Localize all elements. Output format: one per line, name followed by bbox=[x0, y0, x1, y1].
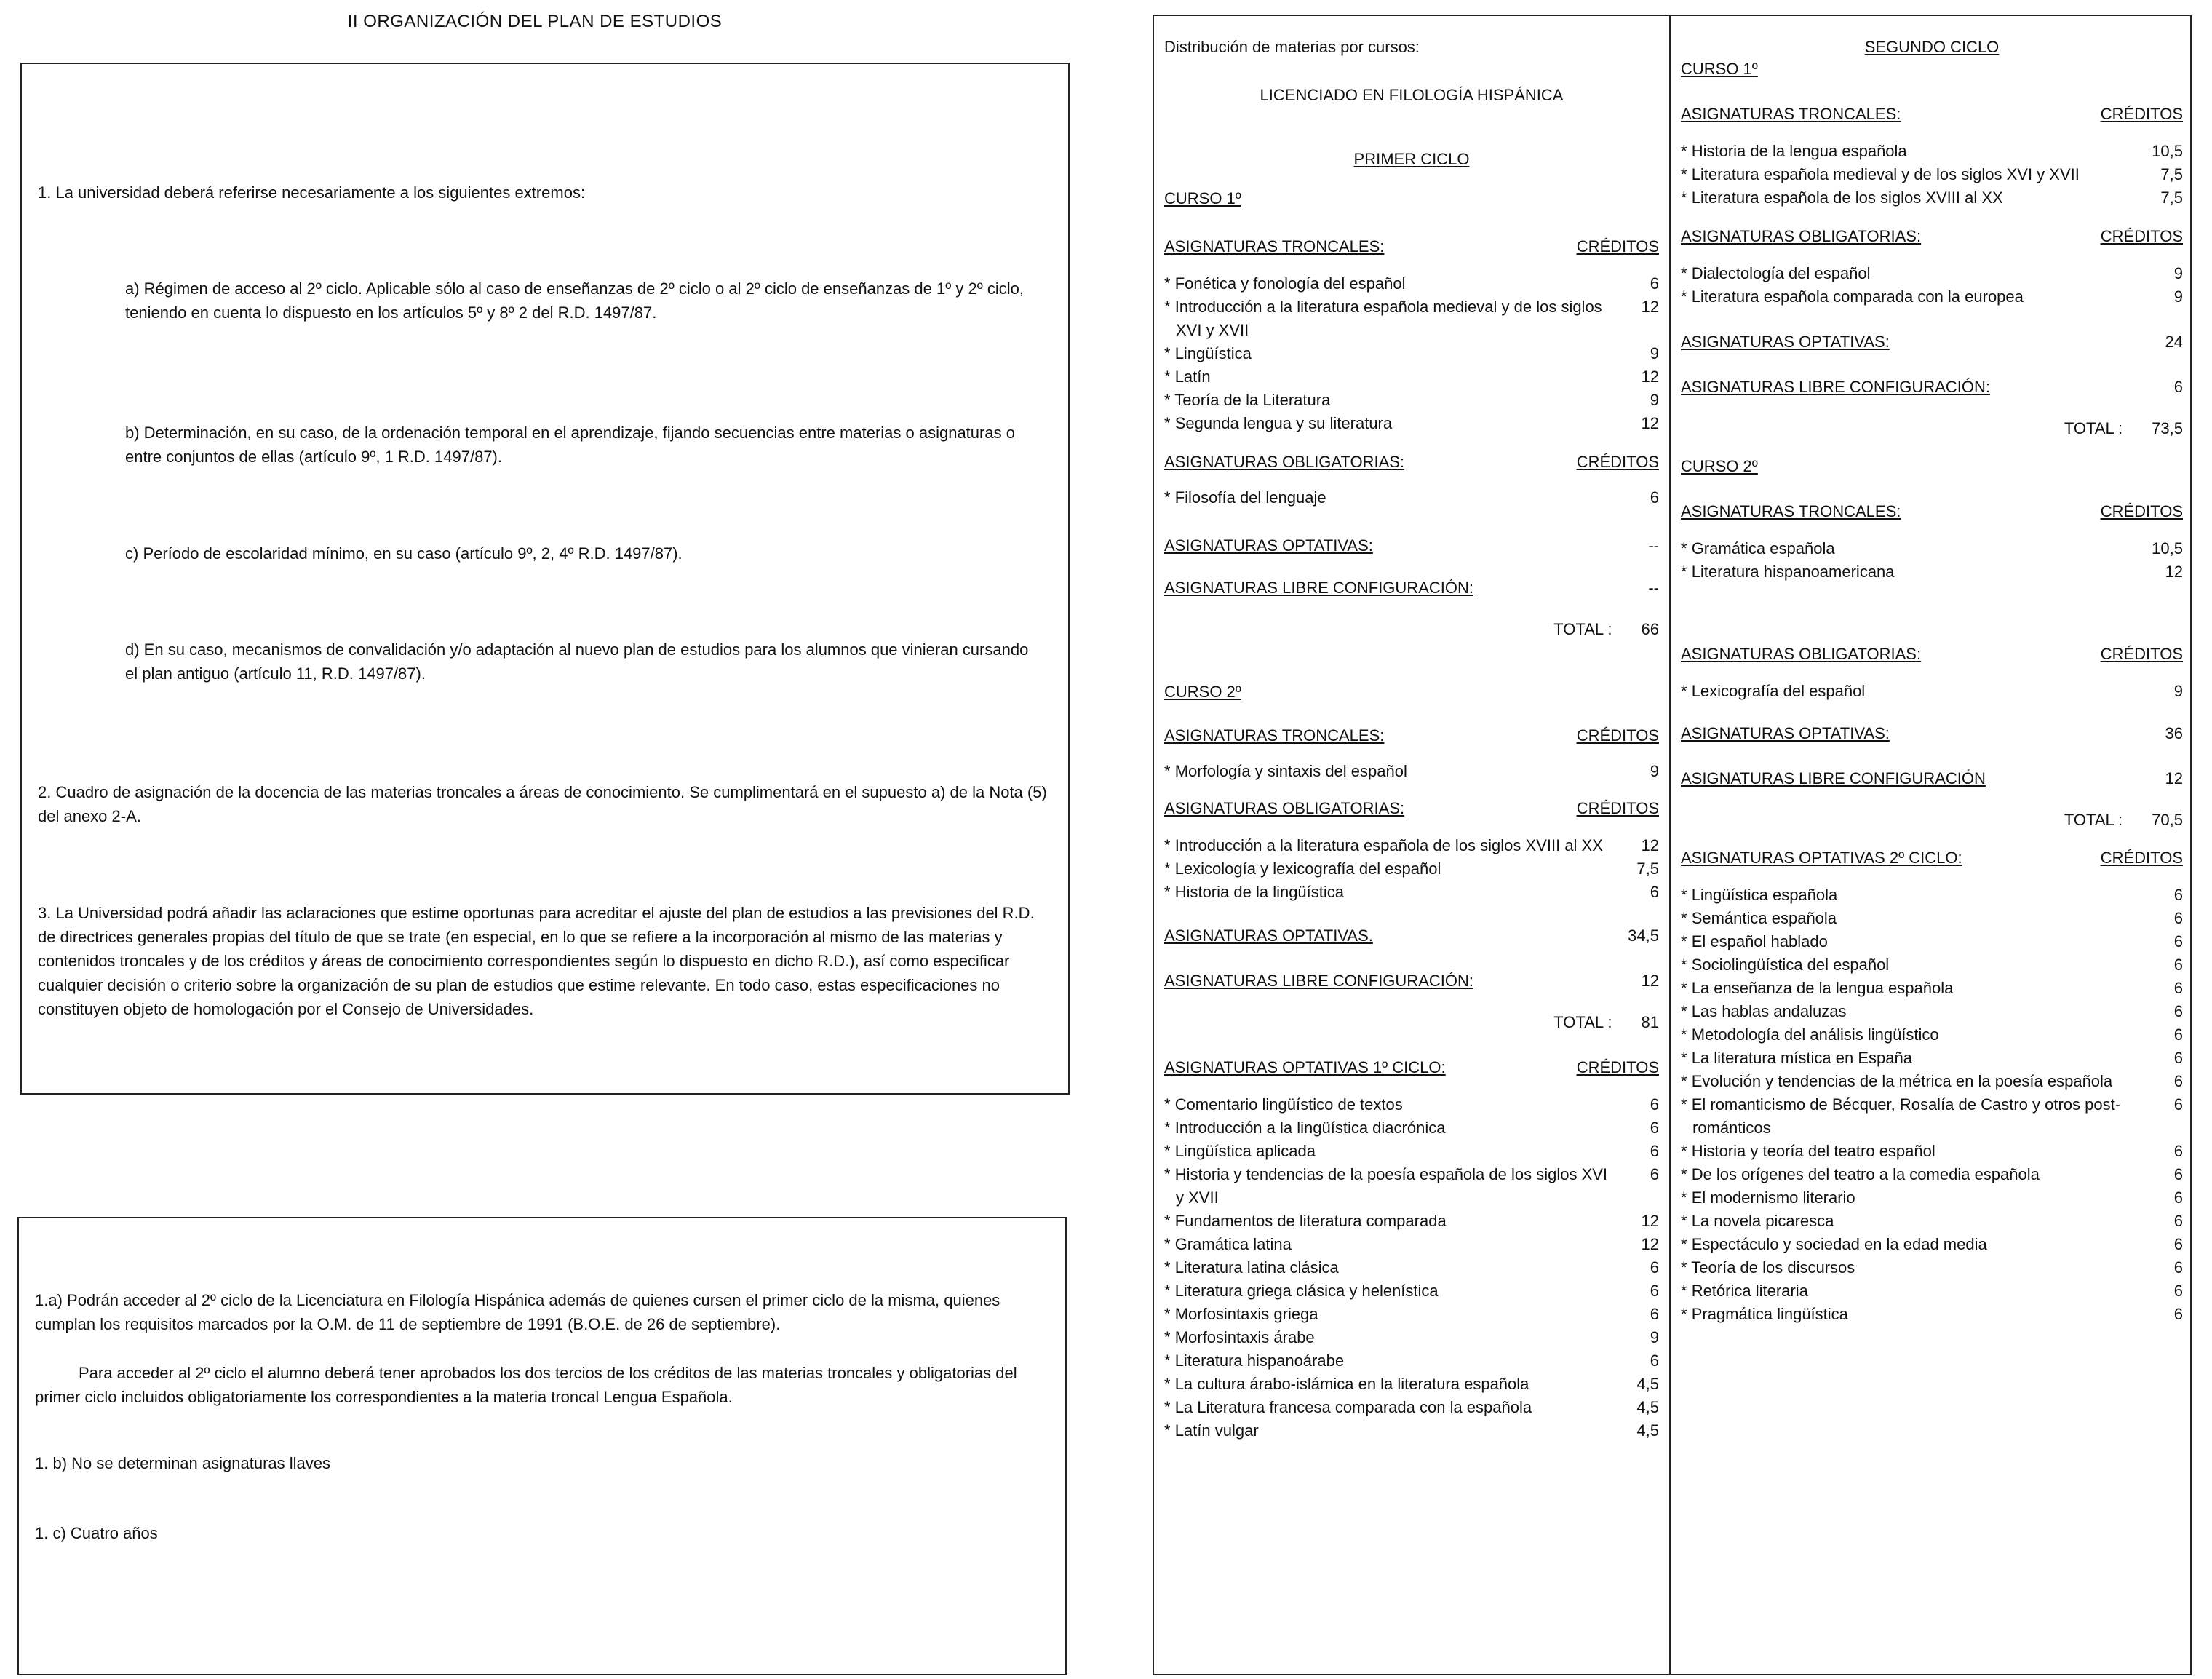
paragraph-b: b) Determinación, en su caso, de la ordenación temporal en el aprendizaje, fijando secuencias entre materias o asignaturas o entre conjuntos de ellas (artículo 9º, 1 R.D. 1497/87). bbox=[125, 424, 1015, 466]
subject-credits: 6 bbox=[1650, 883, 1659, 901]
paragraph-2: 2. Cuadro de asignación de la docencia de las materias troncales a áreas de conocimiento. Se cumplimentará en el supuesto a) de la Nota (5) del anexo 2-A. bbox=[38, 783, 1047, 825]
subject-name: * Morfosintaxis árabe bbox=[1164, 1326, 1315, 1349]
subject-name: * Lingüística aplicada bbox=[1164, 1140, 1316, 1163]
subject-credits: 7,5 bbox=[2160, 165, 2183, 183]
c2-course-1-troncales-list bbox=[1681, 140, 2183, 210]
subject-name: * Teoría de la Literatura bbox=[1164, 389, 1330, 412]
subject-credits: 10,5 bbox=[2152, 539, 2183, 557]
subject-credits: 7,5 bbox=[1636, 860, 1659, 878]
first-cycle-column bbox=[1164, 38, 1659, 1442]
c2-troncales-header-2: ASIGNATURAS TRONCALES: CRÉDITOS bbox=[1681, 502, 2183, 520]
subject-credits: 6 bbox=[2173, 1072, 2183, 1090]
subject-row bbox=[1164, 412, 1659, 435]
subject-credits: 6 bbox=[2173, 1165, 2183, 1183]
subject-row bbox=[1164, 1373, 1659, 1396]
subject-row bbox=[1681, 1047, 2183, 1070]
subject-credits: 6 bbox=[2173, 1025, 2183, 1044]
subject-row bbox=[1681, 140, 2183, 163]
subject-credits: 6 bbox=[2173, 1095, 2183, 1114]
subject-row bbox=[1164, 1093, 1659, 1116]
paragraph-3: 3. La Universidad podrá añadir las aclaraciones que estime oportunas para acreditar el ajuste del plan de estudios a las previsiones del R.D. de directrices generales propias del título de que se trate (en especial, en lo que se refiere a la incorporación al mismo de las materias y contenidos troncales y de los créditos y áreas de conocimiento correspondientes según lo dispuesto en dicho R.D.), así como especificar cualquier decisión o criterio sobre la organización de su plan de estudios que estime relevante. En todo caso, estas especificaciones no constituyen objeto de homologación por el Consejo de Universidades. bbox=[38, 904, 1035, 1018]
subject-row bbox=[1164, 1279, 1659, 1303]
subject-row bbox=[1681, 560, 2183, 584]
c2-libre-row-2: ASIGNATURAS LIBRE CONFIGURACIÓN 12 bbox=[1681, 769, 2183, 787]
optativas-1-ciclo-header: ASIGNATURAS OPTATIVAS 1º CICLO: CRÉDITOS bbox=[1164, 1058, 1659, 1076]
subject-name: * Comentario lingüístico de textos bbox=[1164, 1093, 1403, 1116]
subject-credits: 6 bbox=[2173, 956, 2183, 974]
subject-credits: 12 bbox=[2165, 563, 2183, 581]
c2-optativas-row-2: ASIGNATURAS OPTATIVAS: 36 bbox=[1681, 724, 2183, 742]
subject-name: * Morfosintaxis griega bbox=[1164, 1303, 1318, 1326]
subject-name: * Lingüística bbox=[1164, 342, 1252, 365]
course-2-total: TOTAL : 81 bbox=[1553, 1013, 1659, 1031]
course-2-troncales-list bbox=[1164, 760, 1659, 783]
subject-credits: 9 bbox=[1650, 762, 1659, 780]
subject-credits: 9 bbox=[2173, 287, 2183, 306]
subject-row bbox=[1681, 930, 2183, 953]
answer-1c: 1. c) Cuatro años bbox=[35, 1524, 158, 1542]
subject-row bbox=[1164, 1210, 1659, 1233]
c2-obligatorias-header: ASIGNATURAS OBLIGATORIAS: CRÉDITOS bbox=[1681, 227, 2183, 245]
c2-course-1-obligatorias-list bbox=[1681, 262, 2183, 309]
subject-row bbox=[1164, 881, 1659, 904]
subject-name: * Introducción a la literatura española medieval y de los siglos XVI y XVII bbox=[1164, 295, 1612, 342]
subject-name: * Morfología y sintaxis del español bbox=[1164, 760, 1407, 783]
subject-credits: 12 bbox=[1641, 836, 1659, 854]
answer-1a-cont: Para acceder al 2º ciclo el alumno deberá tener aprobados los dos tercios de los créditos de las materias troncales y obligatorias del primer ciclo incluidos obligatoriamente los correspondientes a la materia troncal Lengua Española. bbox=[35, 1364, 1017, 1406]
subject-credits: 12 bbox=[1641, 368, 1659, 386]
subject-credits: 6 bbox=[1650, 1258, 1659, 1277]
subject-credits: 10,5 bbox=[2152, 142, 2183, 160]
subject-name: * El romanticismo de Bécquer, Rosalía de Castro y otros post-románticos bbox=[1681, 1093, 2129, 1140]
subject-row bbox=[1164, 1163, 1659, 1210]
subject-name: * Pragmática lingüística bbox=[1681, 1303, 1848, 1326]
subject-name: * Las hablas andaluzas bbox=[1681, 1000, 1847, 1023]
c2-optativas-row: ASIGNATURAS OPTATIVAS: 24 bbox=[1681, 333, 2183, 351]
subject-credits: 9 bbox=[1650, 391, 1659, 409]
subject-name: * Dialectología del español bbox=[1681, 262, 1871, 285]
subject-name: * Historia de la lingüística bbox=[1164, 881, 1344, 904]
subject-name: * Sociolingüística del español bbox=[1681, 953, 1889, 977]
libre-row-2: ASIGNATURAS LIBRE CONFIGURACIÓN: 12 bbox=[1164, 972, 1659, 990]
subject-row bbox=[1164, 857, 1659, 881]
subject-name: * Literatura hispanoárabe bbox=[1164, 1349, 1344, 1373]
course-1-total: TOTAL : 66 bbox=[1553, 620, 1659, 638]
subject-name: * Introducción a la lingüística diacrónica bbox=[1164, 1116, 1445, 1140]
subject-name: * Literatura hispanoamericana bbox=[1681, 560, 1895, 584]
paragraph-c: c) Período de escolaridad mínimo, en su caso (artículo 9º, 2, 4º R.D. 1497/87). bbox=[125, 544, 683, 563]
subject-credits: 6 bbox=[2173, 1212, 2183, 1230]
subject-row bbox=[1164, 1116, 1659, 1140]
answer-1b: 1. b) No se determinan asignaturas llaves bbox=[35, 1454, 330, 1472]
answer-1a: 1.a) Podrán acceder al 2º ciclo de la Licenciatura en Filología Hispánica además de quienes cursen el primer ciclo de la misma, quienes cumplan los requisitos marcados por la O.M. de 11 de septiembre de 1991 (B.O.E. de 26 de septiembre). bbox=[35, 1291, 1000, 1333]
subject-row bbox=[1681, 1093, 2183, 1140]
subject-name: * Literatura española medieval y de los siglos XVI y XVII bbox=[1681, 163, 2080, 186]
libre-row: ASIGNATURAS LIBRE CONFIGURACIÓN: -- bbox=[1164, 579, 1659, 597]
cycle-2-title: SEGUNDO CICLO bbox=[1864, 38, 2000, 56]
subject-credits: 12 bbox=[1641, 298, 1659, 316]
subject-row bbox=[1164, 1419, 1659, 1442]
subject-name: * Latín vulgar bbox=[1164, 1419, 1259, 1442]
subject-row bbox=[1164, 1396, 1659, 1419]
subject-name: * Metodología del análisis lingüístico bbox=[1681, 1023, 1939, 1047]
subject-row bbox=[1681, 1186, 2183, 1210]
subject-row bbox=[1164, 1303, 1659, 1326]
subject-credits: 4,5 bbox=[1636, 1375, 1659, 1393]
subject-name: * Literatura latina clásica bbox=[1164, 1256, 1339, 1279]
course-2-obligatorias-list bbox=[1164, 834, 1659, 904]
subject-credits: 12 bbox=[1641, 414, 1659, 432]
paragraph-1: 1. La universidad deberá referirse necesariamente a los siguientes extremos: bbox=[38, 183, 586, 202]
subject-name: * De los orígenes del teatro a la comedia española bbox=[1681, 1163, 2040, 1186]
subject-credits: 9 bbox=[1650, 344, 1659, 362]
subject-credits: 6 bbox=[1650, 488, 1659, 507]
cycle-2-course-1-heading: CURSO 1º bbox=[1681, 60, 1758, 78]
subject-credits: 12 bbox=[1641, 1235, 1659, 1253]
subject-row bbox=[1164, 760, 1659, 783]
subject-row bbox=[1164, 1256, 1659, 1279]
subject-credits: 6 bbox=[2173, 1049, 2183, 1067]
obligatorias-header-2: ASIGNATURAS OBLIGATORIAS: CRÉDITOS bbox=[1164, 799, 1659, 817]
subject-row bbox=[1681, 262, 2183, 285]
subject-credits: 6 bbox=[2173, 1282, 2183, 1300]
subject-name: * Lexicología y lexicografía del español bbox=[1164, 857, 1441, 881]
subject-name: * Historia de la lengua española bbox=[1681, 140, 1907, 163]
c2-course-1-total: TOTAL : 73,5 bbox=[2064, 419, 2183, 437]
course-1-heading: CURSO 1º bbox=[1164, 189, 1241, 207]
subject-name: * Historia y tendencias de la poesía española de los siglos XVI y XVII bbox=[1164, 1163, 1612, 1210]
subject-row bbox=[1681, 1303, 2183, 1326]
subject-row bbox=[1681, 1023, 2183, 1047]
course-2-heading: CURSO 2º bbox=[1164, 683, 1241, 701]
subject-credits: 6 bbox=[2173, 979, 2183, 997]
subject-credits: 6 bbox=[1650, 1165, 1659, 1183]
subject-name: * Fonética y fonología del español bbox=[1164, 272, 1405, 295]
subject-name: * Historia y teoría del teatro español bbox=[1681, 1140, 1936, 1163]
subject-row bbox=[1681, 1279, 2183, 1303]
subject-row bbox=[1681, 1140, 2183, 1163]
subject-name: * Evolución y tendencias de la métrica en la poesía española bbox=[1681, 1070, 2112, 1093]
answers-box bbox=[17, 1217, 1067, 1675]
subject-row bbox=[1164, 834, 1659, 857]
subject-name: * Semántica española bbox=[1681, 907, 1837, 930]
c2-troncales-header: ASIGNATURAS TRONCALES: CRÉDITOS bbox=[1681, 105, 2183, 123]
subject-credits: 9 bbox=[1650, 1328, 1659, 1346]
subject-credits: 6 bbox=[1650, 1351, 1659, 1370]
subject-credits: 12 bbox=[1641, 1212, 1659, 1230]
subject-credits: 4,5 bbox=[1636, 1398, 1659, 1416]
optativas-1-ciclo-list bbox=[1164, 1093, 1659, 1442]
subject-credits: 6 bbox=[1650, 1119, 1659, 1137]
subject-credits: 9 bbox=[2173, 264, 2183, 282]
subject-row bbox=[1164, 1140, 1659, 1163]
page-title: II ORGANIZACIÓN DEL PLAN DE ESTUDIOS bbox=[347, 12, 723, 31]
subject-name: * La enseñanza de la lengua española bbox=[1681, 977, 1953, 1000]
subject-credits: 6 bbox=[1650, 1095, 1659, 1114]
cycle-title: PRIMER CICLO bbox=[1353, 150, 1470, 168]
subject-row bbox=[1681, 163, 2183, 186]
subject-row bbox=[1164, 1326, 1659, 1349]
subject-name: * Introducción a la literatura española de los siglos XVIII al XX bbox=[1164, 834, 1603, 857]
c2-course-2-obligatorias-list bbox=[1681, 680, 2183, 703]
subject-name: * Fundamentos de literatura comparada bbox=[1164, 1210, 1447, 1233]
second-cycle-column bbox=[1681, 38, 2183, 1326]
troncales-header-2: ASIGNATURAS TRONCALES: CRÉDITOS bbox=[1164, 726, 1659, 745]
subject-row bbox=[1164, 389, 1659, 412]
obligatorias-header: ASIGNATURAS OBLIGATORIAS: CRÉDITOS bbox=[1164, 453, 1659, 471]
subject-name: * El español hablado bbox=[1681, 930, 1828, 953]
subject-row bbox=[1681, 1256, 2183, 1279]
subject-credits: 6 bbox=[2173, 1305, 2183, 1323]
subject-name: * Retórica literaria bbox=[1681, 1279, 1808, 1303]
subject-row bbox=[1681, 285, 2183, 309]
subject-credits: 6 bbox=[2173, 886, 2183, 904]
course-1-troncales-list bbox=[1164, 272, 1659, 435]
column-divider bbox=[1669, 15, 1671, 1675]
subject-credits: 6 bbox=[1650, 1142, 1659, 1160]
optativas-row-2: ASIGNATURAS OPTATIVAS. 34,5 bbox=[1164, 926, 1659, 945]
subject-row bbox=[1681, 1163, 2183, 1186]
subject-row bbox=[1681, 186, 2183, 210]
subject-credits: 9 bbox=[2173, 682, 2183, 700]
subject-row bbox=[1164, 272, 1659, 295]
subject-name: * Lingüística española bbox=[1681, 884, 1837, 907]
c2-libre-row: ASIGNATURAS LIBRE CONFIGURACIÓN: 6 bbox=[1681, 378, 2183, 396]
subject-name: * La Literatura francesa comparada con la española bbox=[1164, 1396, 1532, 1419]
subject-credits: 6 bbox=[2173, 1235, 2183, 1253]
subject-row bbox=[1681, 907, 2183, 930]
subject-credits: 7,5 bbox=[2160, 188, 2183, 207]
subject-row bbox=[1164, 486, 1659, 509]
subject-credits: 4,5 bbox=[1636, 1421, 1659, 1440]
subject-name: * La novela picaresca bbox=[1681, 1210, 1834, 1233]
c2-course-2-troncales-list bbox=[1681, 537, 2183, 584]
subject-name: * Lexicografía del español bbox=[1681, 680, 1865, 703]
subject-name: * Filosofía del lenguaje bbox=[1164, 486, 1326, 509]
subject-credits: 6 bbox=[1650, 1305, 1659, 1323]
subject-row bbox=[1681, 977, 2183, 1000]
c2-course-2-total: TOTAL : 70,5 bbox=[2064, 811, 2183, 829]
subject-name: * Literatura española comparada con la europea bbox=[1681, 285, 2024, 309]
subject-credits: 6 bbox=[2173, 1002, 2183, 1020]
subject-name: * Literatura española de los siglos XVIII al XX bbox=[1681, 186, 2003, 210]
subject-name: * Latín bbox=[1164, 365, 1212, 389]
subject-credits: 6 bbox=[1650, 274, 1659, 293]
subject-credits: 6 bbox=[2173, 1188, 2183, 1207]
subject-row bbox=[1681, 1070, 2183, 1093]
subject-credits: 6 bbox=[2173, 1258, 2183, 1277]
subject-row bbox=[1681, 953, 2183, 977]
subject-row bbox=[1164, 342, 1659, 365]
subject-name: * Literatura griega clásica y helenística bbox=[1164, 1279, 1439, 1303]
subject-name: * Teoría de los discursos bbox=[1681, 1256, 1855, 1279]
subject-name: * El modernismo literario bbox=[1681, 1186, 1855, 1210]
subject-name: * Gramática latina bbox=[1164, 1233, 1292, 1256]
optativas-row: ASIGNATURAS OPTATIVAS: -- bbox=[1164, 536, 1659, 555]
course-1-obligatorias-list bbox=[1164, 486, 1659, 509]
optativas-2-ciclo-list bbox=[1681, 884, 2183, 1326]
optativas-2-ciclo-header: ASIGNATURAS OPTATIVAS 2º CICLO: CRÉDITOS bbox=[1681, 849, 2183, 867]
subject-name: * La cultura árabo-islámica en la literatura española bbox=[1164, 1373, 1529, 1396]
subject-row bbox=[1164, 1233, 1659, 1256]
c2-course-2-heading: CURSO 2º bbox=[1681, 457, 1758, 475]
subject-row bbox=[1681, 1210, 2183, 1233]
paragraph-d: d) En su caso, mecanismos de convalidación y/o adaptación al nuevo plan de estudios para los alumnos que vinieran cursando el plan antiguo (artículo 11, R.D. 1497/87). bbox=[125, 640, 1029, 683]
subject-name: * Gramática española bbox=[1681, 537, 1835, 560]
subject-credits: 6 bbox=[2173, 909, 2183, 927]
subject-row bbox=[1681, 884, 2183, 907]
subject-row bbox=[1681, 1233, 2183, 1256]
subject-row bbox=[1681, 680, 2183, 703]
subject-name: * Espectáculo y sociedad en la edad media bbox=[1681, 1233, 1987, 1256]
subject-credits: 6 bbox=[2173, 1142, 2183, 1160]
subject-row bbox=[1164, 1349, 1659, 1373]
subject-row bbox=[1164, 365, 1659, 389]
subject-credits: 6 bbox=[2173, 932, 2183, 950]
subject-row bbox=[1681, 1000, 2183, 1023]
subject-name: * Segunda lengua y su literatura bbox=[1164, 412, 1392, 435]
subject-name: * La literatura mística en España bbox=[1681, 1047, 1912, 1070]
distribution-label: Distribución de materias por cursos: bbox=[1164, 38, 1420, 56]
subject-credits: 6 bbox=[1650, 1282, 1659, 1300]
c2-obligatorias-header-2: ASIGNATURAS OBLIGATORIAS: CRÉDITOS bbox=[1681, 645, 2183, 663]
troncales-header: ASIGNATURAS TRONCALES: CRÉDITOS bbox=[1164, 237, 1659, 255]
subject-row bbox=[1164, 295, 1659, 342]
paragraph-a: a) Régimen de acceso al 2º ciclo. Aplicable sólo al caso de enseñanzas de 2º ciclo o al 2º ciclo de enseñanzas de 1º y 2º ciclo, teniendo en cuenta lo dispuesto en los artículos 5º y 8º 2 del R.D. 1497/87. bbox=[125, 279, 1024, 322]
subject-row bbox=[1681, 537, 2183, 560]
degree-title: LICENCIADO EN FILOLOGÍA HISPÁNICA bbox=[1260, 86, 1564, 104]
